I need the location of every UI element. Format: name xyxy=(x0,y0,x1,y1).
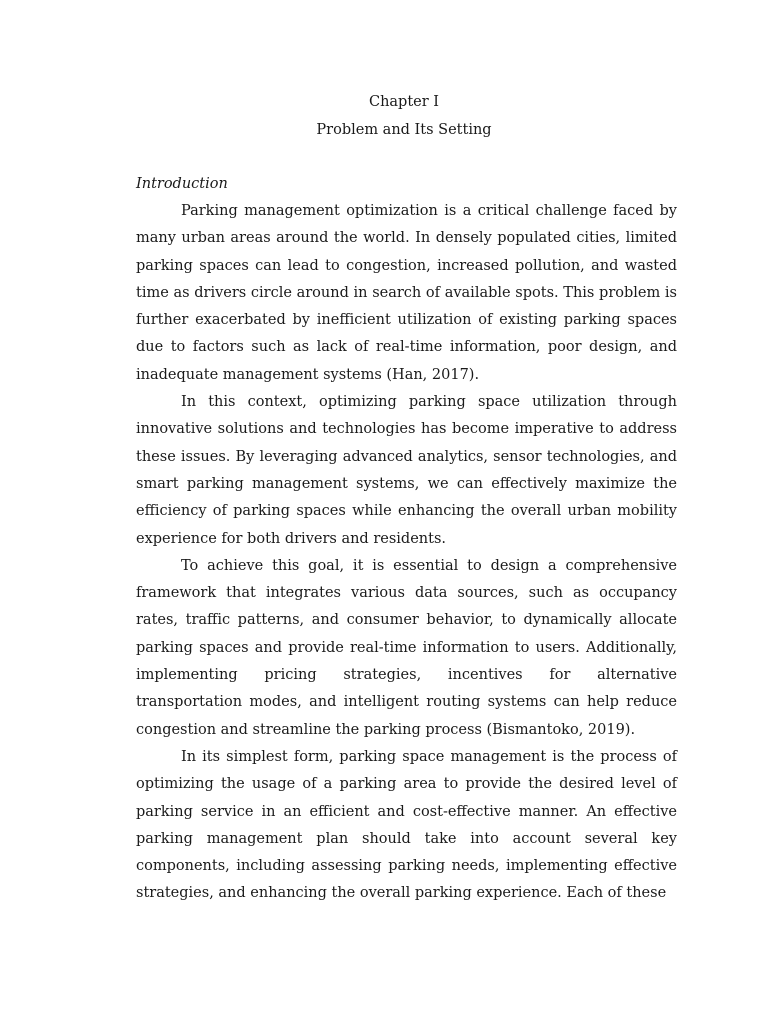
paragraph: In its simplest form, parking space management is the process of optimizing the usage of a parking area to provide the desired level of parking service in an efficient and cost-effective manner. An effective parking management plan should take into account several key components, including assessing parking needs, implementing effective strategies, and enhancing the overall parking experience. Each of these xyxy=(136,748,677,902)
paragraph: To achieve this goal, it is essential to design a comprehensive framework that integrates various data sources, such as occupancy rates, traffic patterns, and consumer behavior, to dynamically allocate parking spaces and provide real-time information to users. Additionally, implementing pricing strategies, incentives for alternative transportation modes, and intelligent routing systems can help reduce congestion and streamline the parking process (Bismantoko, 2019). xyxy=(136,557,677,738)
chapter-heading: Chapter I xyxy=(368,94,440,110)
section-heading-introduction: Introduction xyxy=(136,176,228,192)
chapter-title: Problem and Its Setting xyxy=(316,122,492,138)
paragraph: Parking management optimization is a critical challenge faced by many urban areas around the world. In densely populated cities, limited parking spaces can lead to congestion, increased pollution, and wasted time as drivers circle around in search of available spots. This problem is further exacerbated by inefficient utilization of existing parking spaces due to factors such as lack of real-time information, poor design, and inadequate management systems (Han, 2017). xyxy=(136,203,677,383)
paragraph: In this context, optimizing parking space utilization through innovative solutions and technologies has become imperative to address these issues. By leveraging advanced analytics, sensor technologies, and smart parking management systems, we can effectively maximize the efficiency of parking spaces while enhancing the overall urban mobility experience for both drivers and residents. xyxy=(136,394,677,547)
body-text xyxy=(136,198,677,908)
